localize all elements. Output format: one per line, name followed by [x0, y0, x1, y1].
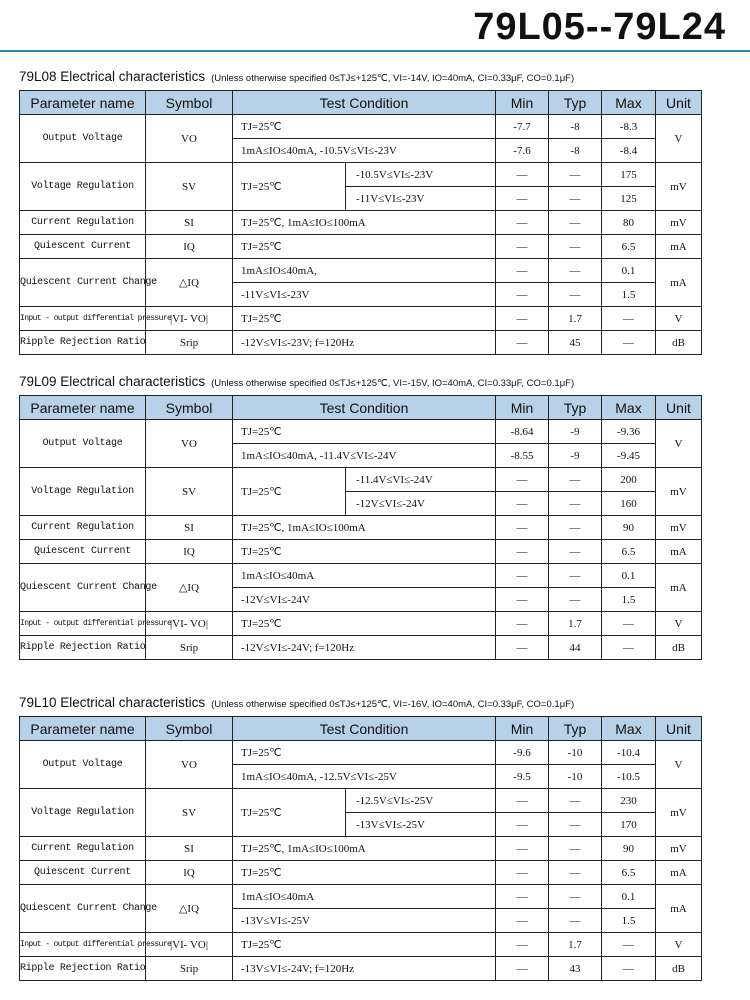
symbol-output-voltage: VO: [146, 741, 233, 789]
unit-value: mV: [656, 837, 702, 861]
section-heading: [19, 694, 701, 716]
typ-value: —: [549, 187, 602, 211]
section-79l10: [19, 694, 701, 981]
test-sub-condition: -11.4V≤VI≤-24V: [346, 468, 496, 492]
section-title: 79L10 Electrical characteristics: [19, 695, 206, 710]
typ-value: —: [549, 588, 602, 612]
min-value: —: [496, 283, 549, 307]
max-value: 175: [602, 163, 656, 187]
table-row: [20, 420, 702, 444]
typ-value: 45: [549, 331, 602, 355]
unit-value: mA: [656, 564, 702, 612]
max-value: —: [602, 612, 656, 636]
max-value: 0.1: [602, 885, 656, 909]
section-title: 79L08 Electrical characteristics: [19, 69, 206, 84]
min-value: —: [496, 259, 549, 283]
unit-value: dB: [656, 957, 702, 981]
param-current-regulation: Current Regulation: [20, 837, 146, 861]
min-value: —: [496, 331, 549, 355]
typ-value: 1.7: [549, 307, 602, 331]
section-heading: [19, 68, 701, 90]
max-value: —: [602, 307, 656, 331]
max-value: -8.3: [602, 115, 656, 139]
unit-value: mV: [656, 211, 702, 235]
section-conditions: (Unless otherwise specified 0≤TJ≤+125℃, VI=-15V, IO=40mA, CI=0.33μF, CO=0.1μF): [211, 378, 575, 389]
table-row: [20, 468, 702, 492]
max-value: -8.4: [602, 139, 656, 163]
max-value: 200: [602, 468, 656, 492]
symbol-input-output-differential: |VI- VO|: [146, 307, 233, 331]
table-row: [20, 837, 702, 861]
col-header-parameter: Parameter name: [20, 717, 146, 741]
symbol-output-voltage: VO: [146, 420, 233, 468]
typ-value: -9: [549, 444, 602, 468]
table-row: [20, 211, 702, 235]
symbol-quiescent-current-change: △IQ: [146, 885, 233, 933]
unit-value: V: [656, 612, 702, 636]
test-condition: TJ=25℃: [233, 933, 496, 957]
symbol-voltage-regulation: SV: [146, 789, 233, 837]
max-value: 6.5: [602, 540, 656, 564]
col-header-min: Min: [496, 396, 549, 420]
test-condition: TJ=25℃: [233, 540, 496, 564]
symbol-quiescent-current: IQ: [146, 861, 233, 885]
test-sub-condition: -12.5V≤VI≤-25V: [346, 789, 496, 813]
max-value: —: [602, 331, 656, 355]
test-condition: TJ=25℃: [233, 420, 496, 444]
param-voltage-regulation: Voltage Regulation: [20, 468, 146, 516]
param-current-regulation: Current Regulation: [20, 211, 146, 235]
min-value: -8.64: [496, 420, 549, 444]
unit-value: mA: [656, 259, 702, 307]
test-condition: 1mA≤IO≤40mA, -11.4V≤VI≤-24V: [233, 444, 496, 468]
min-value: —: [496, 187, 549, 211]
symbol-quiescent-current-change: △IQ: [146, 259, 233, 307]
table-row: [20, 789, 702, 813]
table-row: [20, 516, 702, 540]
typ-value: —: [549, 837, 602, 861]
section-conditions: (Unless otherwise specified 0≤TJ≤+125℃, VI=-14V, IO=40mA, CI=0.33μF, CO=0.1μF): [211, 73, 575, 84]
test-condition: TJ=25℃: [233, 741, 496, 765]
typ-value: -8: [549, 139, 602, 163]
col-header-parameter: Parameter name: [20, 91, 146, 115]
test-condition: 1mA≤IO≤40mA, -10.5V≤VI≤-23V: [233, 139, 496, 163]
typ-value: -9: [549, 420, 602, 444]
min-value: —: [496, 909, 549, 933]
max-value: 90: [602, 516, 656, 540]
typ-value: —: [549, 813, 602, 837]
min-value: —: [496, 813, 549, 837]
col-header-unit: Unit: [656, 396, 702, 420]
test-condition: -11V≤VI≤-23V: [233, 283, 496, 307]
characteristics-table: [19, 90, 702, 355]
typ-value: —: [549, 163, 602, 187]
section-79l09: [19, 373, 701, 660]
table-row: [20, 331, 702, 355]
max-value: 1.5: [602, 588, 656, 612]
table-row: [20, 307, 702, 331]
col-header-test-condition: Test Condition: [233, 91, 496, 115]
col-header-max: Max: [602, 717, 656, 741]
characteristics-table: [19, 395, 702, 660]
unit-value: dB: [656, 331, 702, 355]
min-value: —: [496, 789, 549, 813]
col-header-typ: Typ: [549, 396, 602, 420]
param-voltage-regulation: Voltage Regulation: [20, 789, 146, 837]
param-quiescent-current-change: Quiescent Current Change: [20, 564, 146, 612]
symbol-quiescent-current: IQ: [146, 235, 233, 259]
typ-value: —: [549, 885, 602, 909]
typ-value: —: [549, 211, 602, 235]
min-value: —: [496, 540, 549, 564]
param-quiescent-current: Quiescent Current: [20, 235, 146, 259]
max-value: —: [602, 933, 656, 957]
param-input-output-differential: Input - output differential pressure: [20, 307, 146, 331]
table-row: [20, 163, 702, 187]
param-quiescent-current-change: Quiescent Current Change: [20, 259, 146, 307]
min-value: —: [496, 468, 549, 492]
table-row: [20, 612, 702, 636]
table-row: [20, 885, 702, 909]
min-value: —: [496, 564, 549, 588]
max-value: 170: [602, 813, 656, 837]
unit-value: dB: [656, 636, 702, 660]
unit-value: V: [656, 420, 702, 468]
symbol-output-voltage: VO: [146, 115, 233, 163]
max-value: -10.5: [602, 765, 656, 789]
col-header-typ: Typ: [549, 717, 602, 741]
col-header-min: Min: [496, 91, 549, 115]
test-condition: TJ=25℃: [233, 115, 496, 139]
typ-value: —: [549, 468, 602, 492]
col-header-test-condition: Test Condition: [233, 717, 496, 741]
test-condition: TJ=25℃, 1mA≤IO≤100mA: [233, 516, 496, 540]
col-header-parameter: Parameter name: [20, 396, 146, 420]
max-value: 1.5: [602, 283, 656, 307]
param-input-output-differential: Input - output differential pressure: [20, 612, 146, 636]
param-input-output-differential: Input - output differential pressure: [20, 933, 146, 957]
min-value: —: [496, 588, 549, 612]
test-condition: -13V≤VI≤-25V: [233, 909, 496, 933]
table-row: [20, 636, 702, 660]
col-header-unit: Unit: [656, 91, 702, 115]
section-title: 79L09 Electrical characteristics: [19, 374, 206, 389]
symbol-input-output-differential: |VI- VO|: [146, 612, 233, 636]
max-value: —: [602, 957, 656, 981]
param-output-voltage: Output Voltage: [20, 115, 146, 163]
table-header-row: [20, 91, 702, 115]
min-value: —: [496, 492, 549, 516]
typ-value: -10: [549, 765, 602, 789]
min-value: —: [496, 837, 549, 861]
test-condition: TJ=25℃: [233, 789, 346, 837]
symbol-current-regulation: SI: [146, 837, 233, 861]
col-header-max: Max: [602, 91, 656, 115]
characteristics-table: [19, 716, 702, 981]
unit-value: mV: [656, 163, 702, 211]
param-quiescent-current: Quiescent Current: [20, 540, 146, 564]
symbol-quiescent-current-change: △IQ: [146, 564, 233, 612]
table-row: [20, 259, 702, 283]
test-condition: TJ=25℃: [233, 468, 346, 516]
param-quiescent-current: Quiescent Current: [20, 861, 146, 885]
typ-value: —: [549, 564, 602, 588]
min-value: —: [496, 861, 549, 885]
table-row: [20, 115, 702, 139]
test-condition: TJ=25℃: [233, 307, 496, 331]
symbol-voltage-regulation: SV: [146, 163, 233, 211]
max-value: 1.5: [602, 909, 656, 933]
param-voltage-regulation: Voltage Regulation: [20, 163, 146, 211]
max-value: 80: [602, 211, 656, 235]
typ-value: —: [549, 789, 602, 813]
symbol-ripple-rejection: Srip: [146, 957, 233, 981]
unit-value: mV: [656, 789, 702, 837]
param-output-voltage: Output Voltage: [20, 741, 146, 789]
col-header-min: Min: [496, 717, 549, 741]
table-row: [20, 957, 702, 981]
min-value: —: [496, 612, 549, 636]
test-condition: TJ=25℃, 1mA≤IO≤100mA: [233, 837, 496, 861]
unit-value: V: [656, 115, 702, 163]
typ-value: —: [549, 283, 602, 307]
min-value: -9.5: [496, 765, 549, 789]
test-condition: TJ=25℃: [233, 235, 496, 259]
max-value: -10.4: [602, 741, 656, 765]
test-sub-condition: -13V≤VI≤-25V: [346, 813, 496, 837]
unit-value: V: [656, 933, 702, 957]
param-ripple-rejection: Ripple Rejection Ratio: [20, 636, 146, 660]
typ-value: —: [549, 861, 602, 885]
test-condition: -13V≤VI≤-24V; f=120Hz: [233, 957, 496, 981]
max-value: —: [602, 636, 656, 660]
param-ripple-rejection: Ripple Rejection Ratio: [20, 957, 146, 981]
table-header-row: [20, 717, 702, 741]
min-value: —: [496, 307, 549, 331]
typ-value: 1.7: [549, 612, 602, 636]
unit-value: V: [656, 741, 702, 789]
table-row: [20, 564, 702, 588]
col-header-typ: Typ: [549, 91, 602, 115]
test-sub-condition: -10.5V≤VI≤-23V: [346, 163, 496, 187]
typ-value: 1.7: [549, 933, 602, 957]
param-ripple-rejection: Ripple Rejection Ratio: [20, 331, 146, 355]
max-value: 230: [602, 789, 656, 813]
symbol-ripple-rejection: Srip: [146, 636, 233, 660]
col-header-max: Max: [602, 396, 656, 420]
test-sub-condition: -12V≤VI≤-24V: [346, 492, 496, 516]
max-value: -9.36: [602, 420, 656, 444]
section-79l08: [19, 68, 701, 355]
page-title: 79L05--79L24: [473, 6, 726, 48]
min-value: —: [496, 636, 549, 660]
typ-value: 43: [549, 957, 602, 981]
table-row: [20, 235, 702, 259]
test-condition: TJ=25℃: [233, 861, 496, 885]
param-current-regulation: Current Regulation: [20, 516, 146, 540]
typ-value: —: [549, 492, 602, 516]
min-value: —: [496, 933, 549, 957]
test-condition: -12V≤VI≤-23V; f=120Hz: [233, 331, 496, 355]
section-heading: [19, 373, 701, 395]
min-value: -9.6: [496, 741, 549, 765]
col-header-symbol: Symbol: [146, 717, 233, 741]
test-condition: TJ=25℃: [233, 612, 496, 636]
min-value: -7.7: [496, 115, 549, 139]
unit-value: mA: [656, 540, 702, 564]
min-value: —: [496, 957, 549, 981]
symbol-current-regulation: SI: [146, 211, 233, 235]
test-condition: TJ=25℃, 1mA≤IO≤100mA: [233, 211, 496, 235]
max-value: 125: [602, 187, 656, 211]
param-quiescent-current-change: Quiescent Current Change: [20, 885, 146, 933]
unit-value: mV: [656, 516, 702, 540]
col-header-test-condition: Test Condition: [233, 396, 496, 420]
col-header-symbol: Symbol: [146, 91, 233, 115]
typ-value: —: [549, 235, 602, 259]
typ-value: —: [549, 540, 602, 564]
test-condition: 1mA≤IO≤40mA: [233, 885, 496, 909]
symbol-input-output-differential: |VI- VO|: [146, 933, 233, 957]
unit-value: mA: [656, 885, 702, 933]
test-condition: TJ=25℃: [233, 163, 346, 211]
table-row: [20, 861, 702, 885]
max-value: 0.1: [602, 259, 656, 283]
col-header-unit: Unit: [656, 717, 702, 741]
max-value: 90: [602, 837, 656, 861]
min-value: —: [496, 235, 549, 259]
unit-value: mA: [656, 861, 702, 885]
test-condition: 1mA≤IO≤40mA: [233, 564, 496, 588]
max-value: 6.5: [602, 861, 656, 885]
table-header-row: [20, 396, 702, 420]
max-value: 6.5: [602, 235, 656, 259]
typ-value: —: [549, 516, 602, 540]
unit-value: mA: [656, 235, 702, 259]
min-value: —: [496, 516, 549, 540]
symbol-ripple-rejection: Srip: [146, 331, 233, 355]
symbol-voltage-regulation: SV: [146, 468, 233, 516]
table-row: [20, 741, 702, 765]
max-value: 160: [602, 492, 656, 516]
section-conditions: (Unless otherwise specified 0≤TJ≤+125℃, VI=-16V, IO=40mA, CI=0.33μF, CO=0.1μF): [211, 699, 575, 710]
typ-value: —: [549, 259, 602, 283]
min-value: —: [496, 885, 549, 909]
header-divider: [0, 50, 750, 52]
symbol-current-regulation: SI: [146, 516, 233, 540]
param-output-voltage: Output Voltage: [20, 420, 146, 468]
min-value: -8.55: [496, 444, 549, 468]
typ-value: -10: [549, 741, 602, 765]
col-header-symbol: Symbol: [146, 396, 233, 420]
test-condition: 1mA≤IO≤40mA,: [233, 259, 496, 283]
test-condition: -12V≤VI≤-24V: [233, 588, 496, 612]
typ-value: -8: [549, 115, 602, 139]
min-value: —: [496, 211, 549, 235]
test-sub-condition: -11V≤VI≤-23V: [346, 187, 496, 211]
test-condition: 1mA≤IO≤40mA, -12.5V≤VI≤-25V: [233, 765, 496, 789]
unit-value: mV: [656, 468, 702, 516]
typ-value: —: [549, 909, 602, 933]
max-value: 0.1: [602, 564, 656, 588]
min-value: —: [496, 163, 549, 187]
unit-value: V: [656, 307, 702, 331]
symbol-quiescent-current: IQ: [146, 540, 233, 564]
typ-value: 44: [549, 636, 602, 660]
test-condition: -12V≤VI≤-24V; f=120Hz: [233, 636, 496, 660]
min-value: -7.6: [496, 139, 549, 163]
table-row: [20, 540, 702, 564]
max-value: -9.45: [602, 444, 656, 468]
table-row: [20, 933, 702, 957]
